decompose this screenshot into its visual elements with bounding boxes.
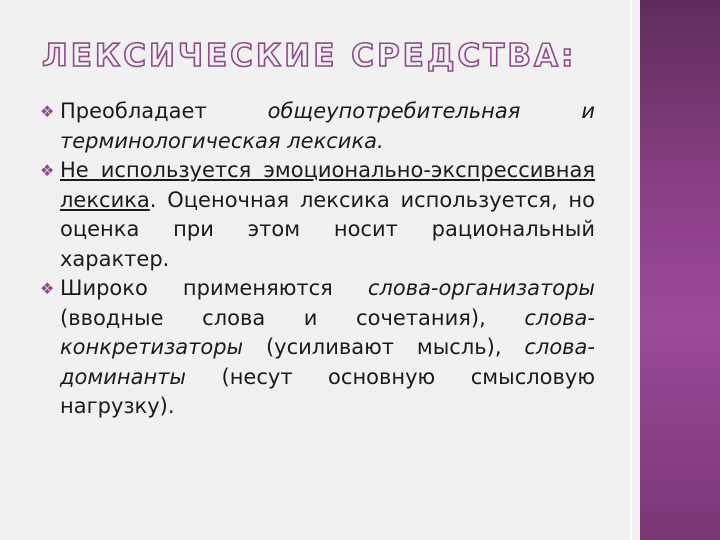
- bullet-list: [40, 97, 595, 422]
- item-3-text-4: (несут основную смысловую нагрузку).: [60, 364, 595, 418]
- item-1-text: Преобладает: [60, 99, 268, 123]
- bullet-item-1: [40, 97, 595, 156]
- panel-divider: [630, 0, 632, 540]
- v-bullet-icon: ❖: [40, 161, 55, 180]
- v-bullet-icon: ❖: [40, 279, 55, 298]
- side-panel: [640, 0, 720, 540]
- item-3-italic-1: слова-организаторы: [367, 276, 595, 300]
- item-3-italic-3: слова-доминанты: [60, 335, 595, 389]
- item-2-text: . Оценочная лексика используется, но оценка при этом носит рациональный характер.: [60, 187, 595, 271]
- item-1-italic: общеупотребительная и терминологическая лексика.: [60, 99, 595, 153]
- bullet-item-3: [40, 274, 595, 422]
- v-bullet-icon: ❖: [40, 102, 55, 121]
- slide-title: ЛЕКСИЧЕСКИЕ СРЕДСТВА:: [42, 38, 577, 74]
- item-3-text-3: (усиливают мысль),: [243, 335, 525, 359]
- bullet-item-2: [40, 156, 595, 274]
- item-3-text-1: Широко применяются: [60, 276, 368, 300]
- item-2-underlined: Не используется эмоционально-экспрессивная лексика: [60, 158, 595, 212]
- item-3-text-2: (вводные слова и сочетания),: [60, 305, 525, 330]
- item-3-italic-2: слова-конкретизаторы: [60, 305, 595, 359]
